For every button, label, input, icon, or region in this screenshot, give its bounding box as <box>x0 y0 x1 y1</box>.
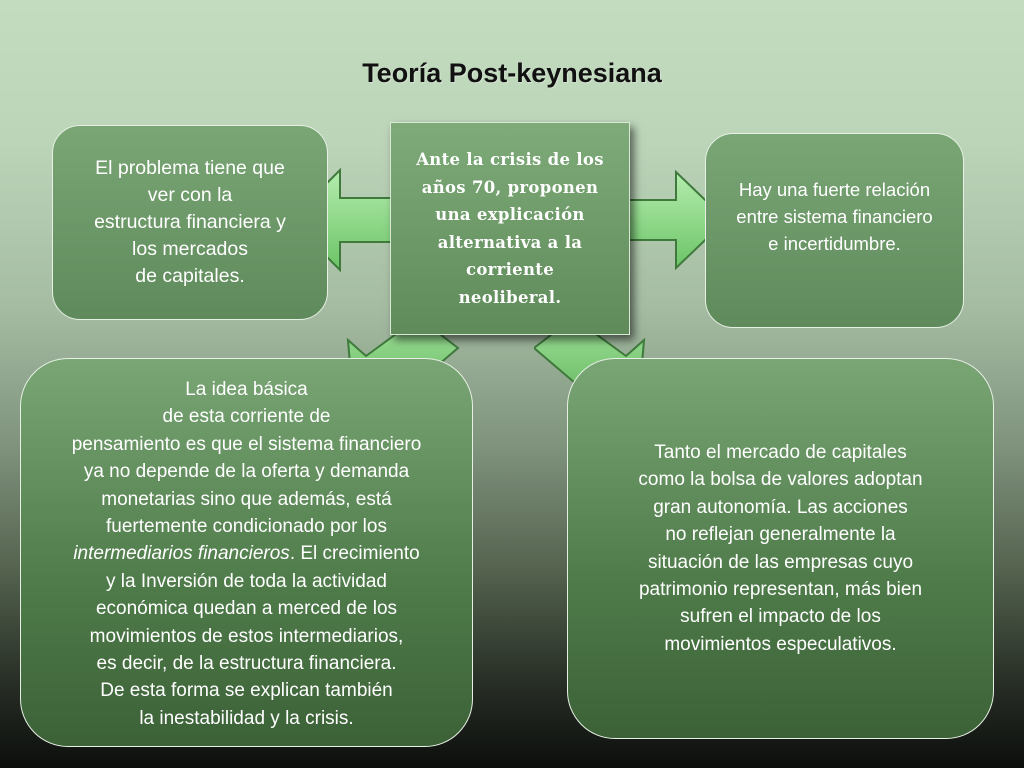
bottom-left-line: económica quedan a merced de los <box>95 598 398 620</box>
left-box-line: El problema tiene que <box>95 157 285 179</box>
bottom-left-line: de esta corriente de <box>162 406 331 428</box>
bottom-left-line: la inestabilidad y la crisis. <box>139 707 354 729</box>
bottom-left-line: monetarias sino que además, está <box>101 488 392 510</box>
bottom-left-line: De esta forma se explican también <box>100 680 393 702</box>
center-box-text <box>416 146 604 311</box>
bottom-left-line <box>72 540 422 567</box>
right-box-line: entre sistema financiero <box>736 206 933 227</box>
right-box-line: Hay una fuerte relación <box>738 179 931 200</box>
left-box-text <box>94 155 286 290</box>
bottom-left-line: La idea básica <box>185 379 308 400</box>
bottom-left-line: fuertemente condicionado por los <box>106 516 387 538</box>
right-box-line: e incertidumbre. <box>768 233 901 254</box>
bottom-right-box-text <box>638 439 922 658</box>
center-box <box>390 122 630 335</box>
italic-term: intermediarios financieros <box>73 543 290 565</box>
bottom-right-line: sufren el impacto de los <box>680 606 881 628</box>
center-box-line: años 70, proponen <box>421 177 599 197</box>
slide-title <box>0 58 1024 89</box>
bottom-left-box-text <box>72 376 422 732</box>
left-box-line: ver con la <box>147 184 233 206</box>
bottom-left-line: movimientos de estos intermediarios, <box>89 625 404 647</box>
right-box <box>705 133 964 328</box>
bottom-right-line: movimientos especulativos. <box>664 633 897 655</box>
left-box <box>52 125 328 320</box>
bottom-left-box <box>20 358 473 747</box>
bottom-left-line: pensamiento es que el sistema financiero <box>71 433 422 455</box>
center-box-line: una explicación <box>435 205 585 224</box>
bottom-right-line: Tanto el mercado de capitales <box>654 441 907 463</box>
bottom-left-line-rest: . El crecimiento <box>289 543 420 565</box>
bottom-right-line: como la bolsa de valores adoptan <box>638 469 923 491</box>
bottom-left-line: ya no depende de la oferta y demanda <box>83 461 410 483</box>
left-box-line: los mercados <box>132 238 248 260</box>
bottom-left-line: es decir, de la estructura financiera. <box>96 653 397 675</box>
bottom-right-line: patrimonio representan, más bien <box>638 578 923 600</box>
right-box-text <box>736 176 932 257</box>
left-box-line: estructura financiera y <box>94 211 286 233</box>
center-box-line: neoliberal. <box>458 287 562 307</box>
center-box-line: Ante la crisis de los <box>416 150 604 169</box>
bottom-right-box <box>567 358 994 739</box>
bottom-right-line: gran autonomía. Las acciones <box>653 496 908 518</box>
bottom-right-line: situación de las empresas cuyo <box>647 551 914 573</box>
left-box-line: de capitales. <box>135 265 245 287</box>
bottom-right-line: no reflejan generalmente la <box>665 524 896 546</box>
center-box-line: corriente <box>465 260 554 279</box>
center-box-line: alternativa a la <box>437 232 583 252</box>
title-text: Teoría Post-keynesiana <box>362 58 662 88</box>
bottom-left-line: y la Inversión de toda la actividad <box>106 570 387 592</box>
